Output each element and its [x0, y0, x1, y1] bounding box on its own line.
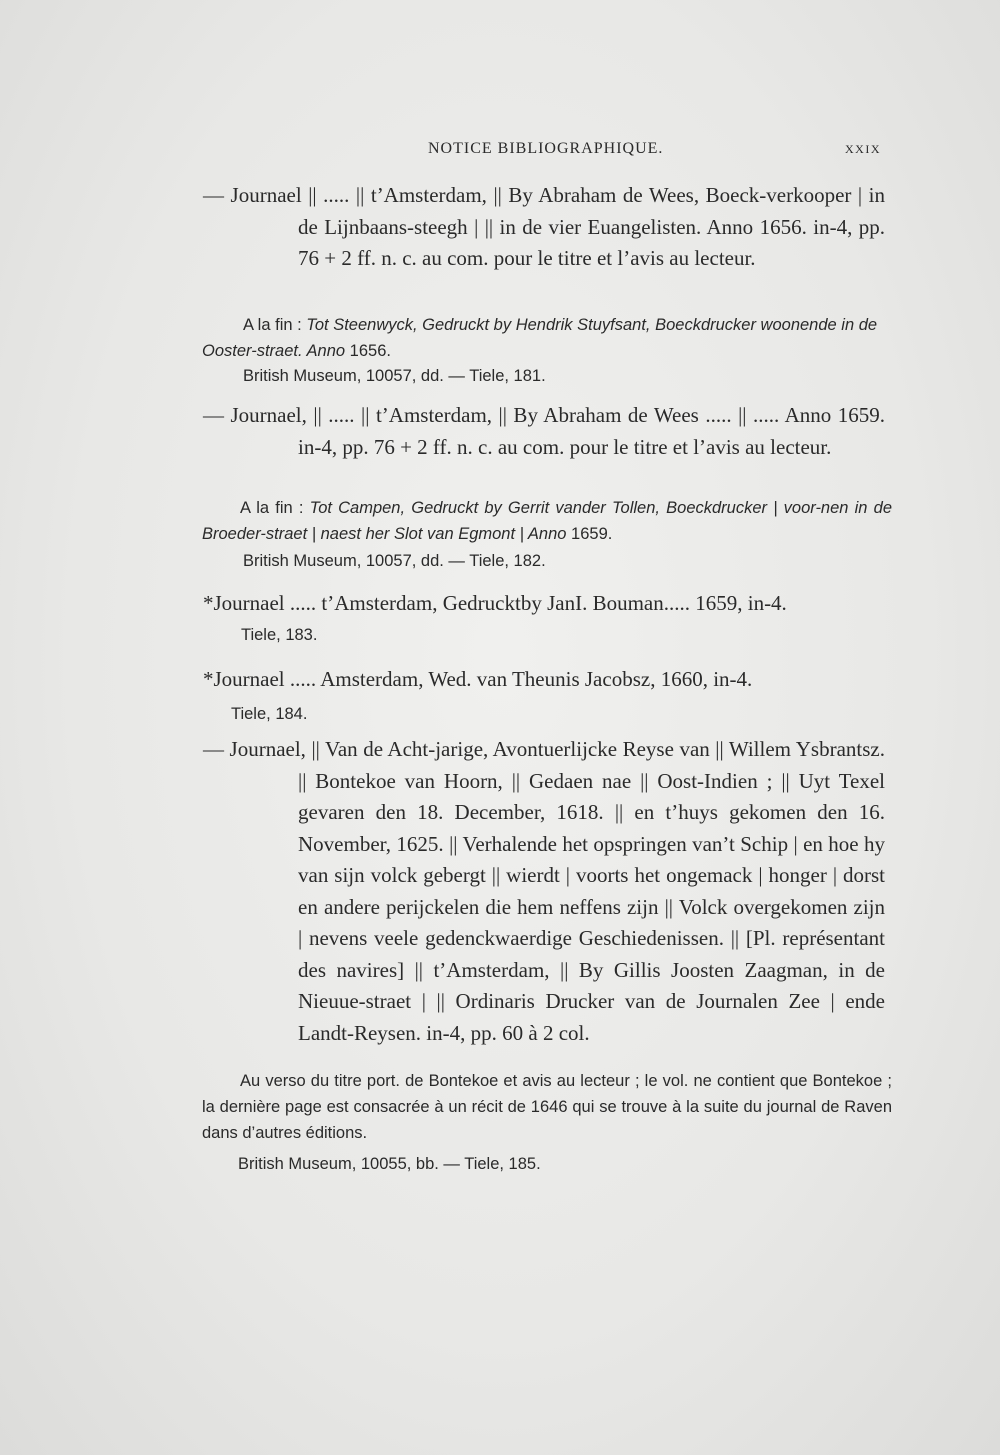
colophon-year: 1659. — [566, 525, 613, 543]
entry-description: — Journael || ..... || t’Amsterdam, || By Abraham de Wees, Boeck-verkooper | in de Lijnbaans-steegh | || in de vier Euangelisten. Anno 1656. in-4, pp. 76 + 2 ff. n. c. au com. pour le titre et l’avis au lecteur. — [203, 183, 885, 270]
running-title: NOTICE BIBLIOGRAPHIQUE. — [428, 140, 664, 157]
entry-reference: British Museum, 10057, dd. — Tiele, 182. — [243, 552, 546, 570]
colophon-year: 1656. — [345, 342, 391, 360]
entry-colophon — [0, 312, 1000, 364]
entry-colophon — [0, 495, 1000, 547]
entry-description: — Journael, || ..... || t’Amsterdam, || By Abraham de Wees ..... || ..... Anno 1659. in-4, pp. 76 + 2 ff. n. c. au com. pour le titre et l’avis au lecteur. — [203, 403, 885, 459]
entry-description: *Journael ..... Amsterdam, Wed. van Theunis Jacobsz, 1660, in-4. — [203, 667, 753, 691]
running-header — [0, 140, 1000, 164]
entry-description: *Journael ..... t’Amsterdam, Gedrucktby JanI. Bouman..... 1659, in-4. — [203, 591, 787, 615]
colophon-text: Tot Campen, Gedruckt by Gerrit vander Tollen, Boeckdrucker | voor-nen in de Broeder-straet | naest her Slot van Egmont | Anno — [202, 499, 892, 543]
bibliography-entry — [0, 588, 1000, 620]
entry-reference: British Museum, 10057, dd. — Tiele, 181. — [243, 367, 546, 385]
colophon-label: A la fin : — [243, 316, 307, 334]
bibliography-entry — [0, 734, 1000, 1049]
entry-note: Au verso du titre port. de Bontekoe et avis au lecteur ; le vol. ne contient que Bontekoe ; la dernière page est consacrée à un récit de 1646 qui se trouve à la suite du journal de Raven dans d’autres éditions. — [202, 1072, 892, 1142]
entry-description: — Journael, || Van de Acht-jarige, Avontuerlijcke Reyse van || Willem Ysbrantsz. || Bontekoe van Hoorn, || Gedaen nae || Oost-Indien ; || Uyt Texel gevaren den 18. December, 1618. || en t’huys gekomen den 16. November, 1625. || Verhalende het opspringen van’t Schip | en hoe hy van sijn volck gebergt || wierdt | voorts het ongemack | honger | dorst en andere perijckelen die hem neffens zijn || Volck overgekomen zijn | nevens veele gedenckwaerdige Geschiedenissen. || [Pl. représentant des navires] || t’Amsterdam, || By Gillis Joosten Zaagman, in de Nieuue-straet | || Ordinaris Drucker van de Journalen Zee | ende Landt-Reysen. in-4, pp. 60 à 2 col. — [203, 737, 885, 1045]
entry-reference: Tiele, 184. — [231, 705, 308, 723]
bibliography-entry — [0, 664, 1000, 696]
entry-reference: Tiele, 183. — [241, 626, 318, 644]
bibliography-entry — [0, 180, 1000, 275]
colophon-label: A la fin : — [240, 499, 310, 517]
bibliography-entry — [0, 400, 1000, 463]
entry-reference: British Museum, 10055, bb. — Tiele, 185. — [238, 1155, 541, 1173]
page-number: XXIX — [845, 142, 881, 156]
colophon-text: Tot Steenwyck, Gedruckt by Hendrik Stuyfsant, Boeckdrucker woonende in de Ooster-straet. Anno — [202, 316, 878, 360]
